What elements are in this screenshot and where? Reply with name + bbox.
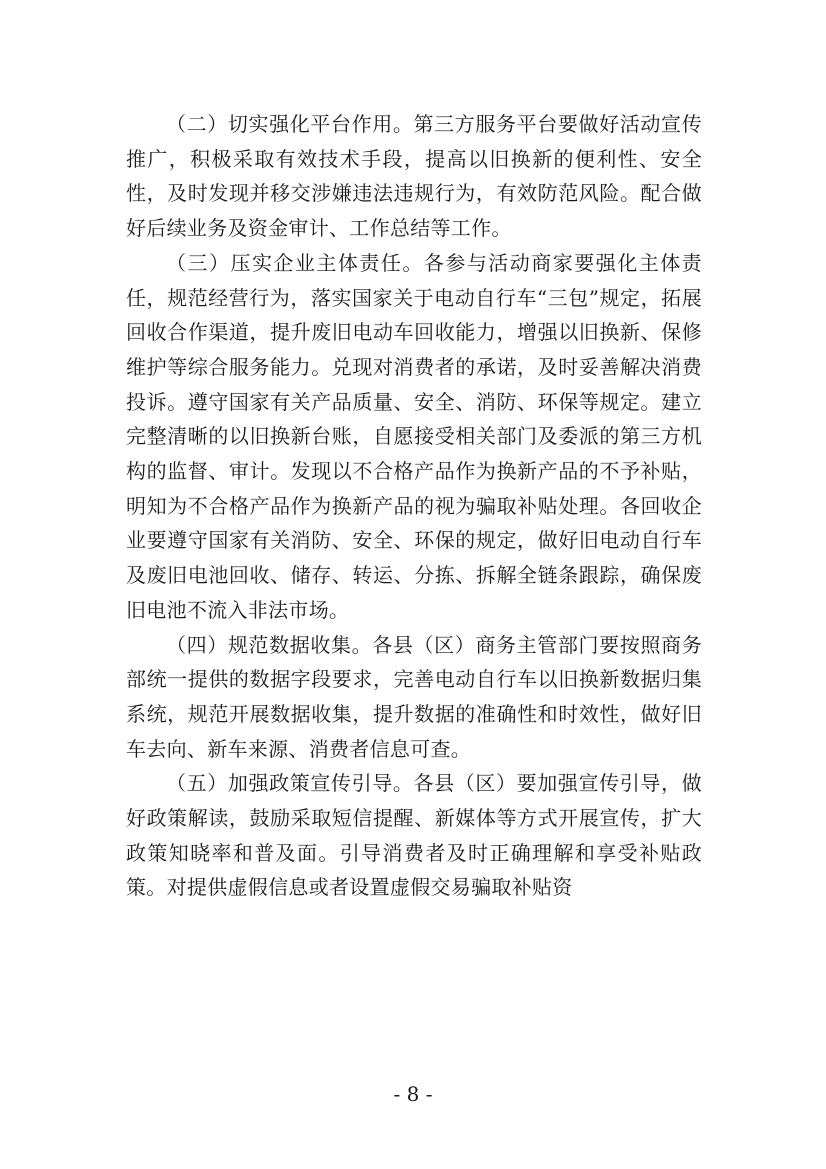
body-text xyxy=(126,107,702,905)
paragraph-heading: （二）切实强化平台作用。 xyxy=(166,112,414,136)
paragraph-platform-role xyxy=(126,107,702,246)
paragraph-heading: （四）规范数据收集。 xyxy=(166,632,373,657)
paragraph-body: 第三方服务平台要做好活动宣传推广，积极采取有效技术手段，提高以旧换新的便利性、安全性，及时发现并移交涉嫌违法违规行为，有效防范风险。配合做好后续业务及资金审计、工作总结等工作。 xyxy=(126,112,702,241)
paragraph-data-collection xyxy=(126,628,702,767)
paragraph-heading: （三）压实企业主体责任。 xyxy=(166,250,424,275)
page-number: - 8 - xyxy=(393,1082,433,1106)
paragraph-enterprise-responsibility xyxy=(126,246,702,628)
paragraph-body: 各县（区）商务主管部门要按照商务部统一提供的数据字段要求，完善电动自行车以旧换新数据归集系统，规范开展数据收集，提升数据的准确性和时效性，做好旧车去向、新车来源、消费者信息可查。 xyxy=(126,632,702,761)
paragraph-policy-publicity xyxy=(126,766,702,905)
paragraph-body: 各县（区）要加强宣传引导，做好政策解读，鼓励采取短信提醒、新媒体等方式开展宣传，扩大政策知晓率和普及面。引导消费者及时正确理解和享受补贴政策。对提供虚假信息或者设置虚假交易骗取补贴资 xyxy=(126,771,702,900)
paragraph-body: 各参与活动商家要强化主体责任，规范经营行为，落实国家关于电动自行车“三包”规定，拓展回收合作渠道，提升废旧电动车回收能力，增强以旧换新、保修维护等综合服务能力。兑现对消费者的承诺，及时妥善解决消费投诉。遵守国家有关产品质量、安全、消防、环保等规定。建立完整清晰的以旧换新台账，自愿接受相关部门及委派的第三方机构的监督、审计。发现以不合格产品作为换新产品的不予补贴，明知为不合格产品作为换新产品的视为骗取补贴处理。各回收企业要遵守国家有关消防、安全、环保的规定，做好旧电动自行车及废旧电池回收、储存、转运、分拣、拆解全链条跟踪，确保废旧电池不流入非法市场。 xyxy=(126,250,702,622)
paragraph-heading: （五）加强政策宣传引导。 xyxy=(166,771,414,796)
